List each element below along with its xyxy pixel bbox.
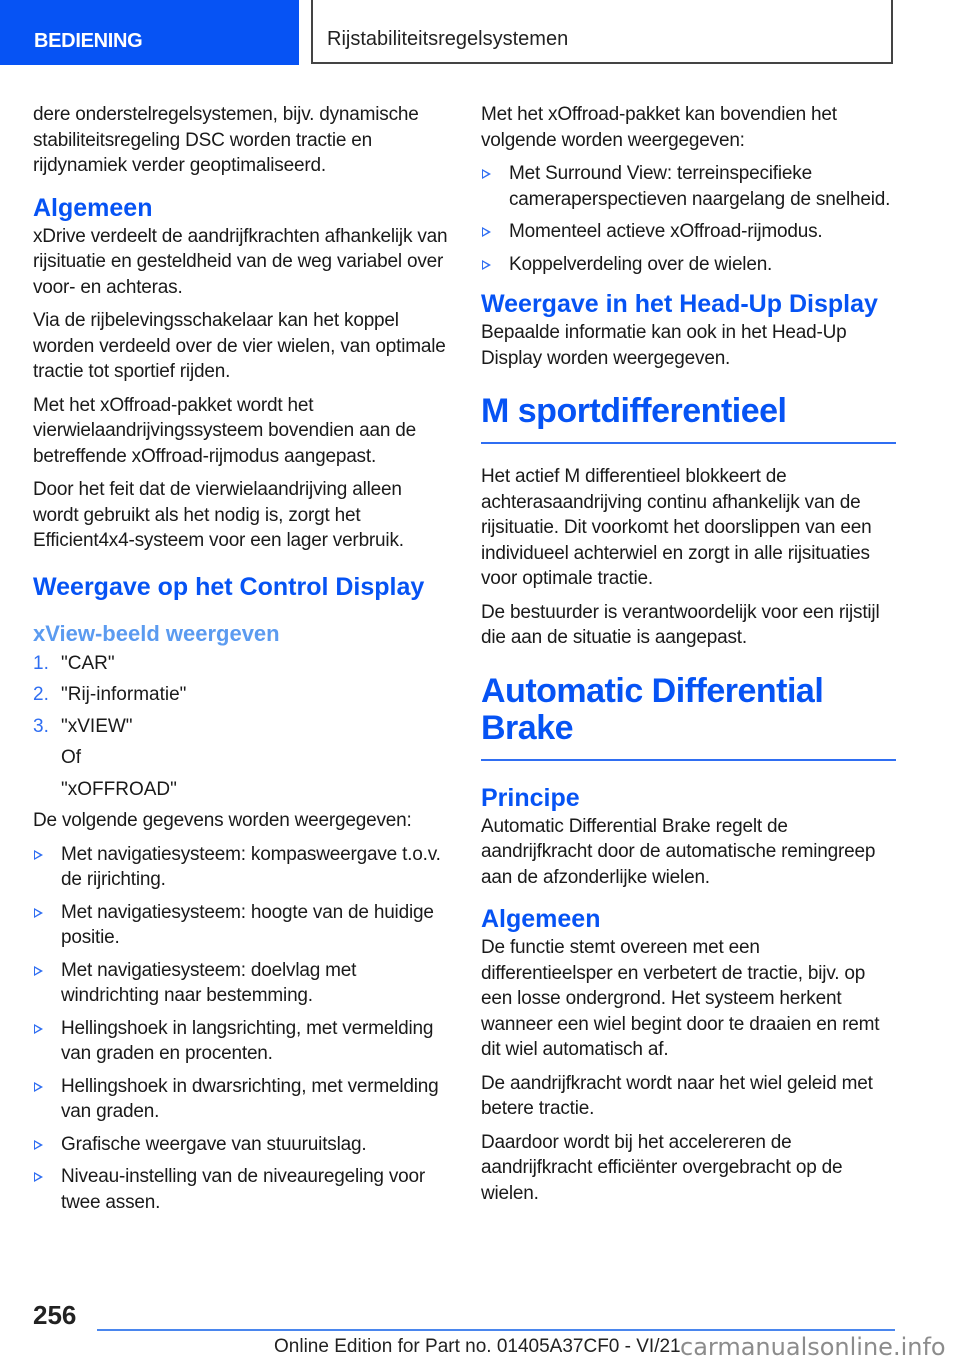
triangle-bullet-icon xyxy=(34,966,43,976)
left-column xyxy=(33,102,448,1222)
algemeen-heading-right: Algemeen xyxy=(481,905,601,933)
list-item: Hellingshoek in dwarsrichting, met vermelding van graden. xyxy=(33,1074,448,1125)
paragraph: De bestuurder is verantwoordelijk voor een rijstijl die aan de situatie is aangepast. xyxy=(481,601,880,648)
step-or: Of xyxy=(61,747,82,768)
triangle-bullet-icon xyxy=(34,1082,43,1092)
steps-list xyxy=(33,651,448,740)
step-number: 3. xyxy=(33,715,49,737)
footer-divider xyxy=(97,1329,895,1331)
step-alt: "xOFFROAD" xyxy=(61,778,177,800)
paragraph: Automatic Differential Brake regelt de aandrijfkracht door de automatische remingreep aan de afzonderlijke wielen. xyxy=(481,815,876,888)
page-number: 256 xyxy=(33,1300,77,1330)
step-number: 2. xyxy=(33,684,49,705)
step-item xyxy=(33,714,448,740)
shown-list xyxy=(33,842,448,1216)
xview-heading: xView-beeld weergeven xyxy=(33,620,280,646)
hud-paragraph: Bepaalde informatie kan ook in het Head-Up Display worden weergegeven. xyxy=(481,322,847,369)
principe-heading: Principe xyxy=(481,783,580,812)
hud-heading: Weergave in het Head-Up Display xyxy=(481,290,878,318)
xoffroad-list xyxy=(481,161,896,277)
paragraph: Met het xOffroad-pakket wordt het vierwielaandrijvingssysteem bovendien aan de betreffende xOffroad-rijmodus aangepast. xyxy=(33,394,417,467)
step-item xyxy=(33,682,448,708)
paragraph: De aandrijfkracht wordt naar het wiel geleid met betere tractie. xyxy=(481,1072,873,1119)
chapter-title: Rijstabiliteitsregelsystemen xyxy=(327,28,569,50)
paragraph: Door het feit dat de vierwielaandrijving alleen wordt gebruikt als het nodig is, zorgt het Efficient4x4-systeem voor een lager verbruik. xyxy=(33,479,404,551)
list-item: Koppelverdeling over de wielen. xyxy=(481,252,896,278)
step-text: "Rij-informatie" xyxy=(61,684,187,705)
triangle-bullet-icon xyxy=(34,1172,43,1182)
step-text: "CAR" xyxy=(61,652,115,674)
step-number: 1. xyxy=(33,652,49,674)
triangle-bullet-icon xyxy=(482,169,491,179)
section-tab xyxy=(0,0,299,65)
shown-intro: De volgende gegevens worden weergegeven: xyxy=(33,810,412,831)
msport-heading: M sportdifferentieel xyxy=(481,393,896,444)
triangle-bullet-icon xyxy=(34,1140,43,1150)
list-item: Grafische weergave van stuuruitslag. xyxy=(33,1132,448,1158)
section-title: BEDIENING xyxy=(34,30,143,52)
edition-text: Online Edition for Part no. 01405A37CF0 - VI/21 xyxy=(274,1336,681,1357)
paragraph: De functie stemt overeen met een differentieelsper en verbetert de tractie, bijv. op een losse ondergrond. Het systeem herkent wanneer een wiel begint door te draaien en remt dit wiel automatisch af. xyxy=(481,937,880,1060)
triangle-bullet-icon xyxy=(34,1024,43,1034)
triangle-bullet-icon xyxy=(34,908,43,918)
right-column xyxy=(481,102,896,1214)
list-item: Met Surround View: terreinspecifieke cameraperspectieven naargelang de snelheid. xyxy=(481,161,896,212)
list-item: Niveau-instelling van de niveauregeling voor twee assen. xyxy=(33,1164,448,1215)
paragraph: Via de rijbelevingsschakelaar kan het koppel worden verdeeld over de vier wielen, van optimale tractie tot sportief rijden. xyxy=(33,310,446,382)
algemeen-heading: Algemeen xyxy=(33,193,153,222)
paragraph: xDrive verdeelt de aandrijfkrachten afhankelijk van rijsituatie en gesteldheid van de weg variabel over voor- en achteras. xyxy=(33,225,448,298)
adb-heading: Automatic Differential Brake xyxy=(481,673,896,761)
step-item xyxy=(33,651,448,677)
step-text: "xVIEW" xyxy=(61,715,133,737)
control-display-heading: Weergave op het Control Display xyxy=(33,572,425,601)
paragraph: Het actief M differentieel blokkeert de achterasaandrijving continu afhankelijk van de rijsituatie. Dit voorkomt het doorslippen van een individueel achterwiel en zorgt in alle rijsituaties voor optimale tractie. xyxy=(481,466,872,589)
chapter-tab xyxy=(311,0,893,64)
triangle-bullet-icon xyxy=(482,260,491,270)
paragraph: Daardoor wordt bij het accelereren de aandrijfkracht efficiënter overgebracht op de wielen. xyxy=(481,1131,843,1204)
list-item: Met navigatiesysteem: hoogte van de huidige positie. xyxy=(33,900,448,951)
list-item: Momenteel actieve xOffroad-rijmodus. xyxy=(481,219,896,245)
xoffroad-intro: Met het xOffroad-pakket kan bovendien het volgende worden weergegeven: xyxy=(481,104,837,151)
list-item: Met navigatiesysteem: kompasweergave t.o.v. de rijrichting. xyxy=(33,842,448,893)
intro-paragraph: dere onderstelregelsystemen, bijv. dynamische stabiliteitsregeling DSC worden tractie en rijdynamiek verder geoptimaliseerd. xyxy=(33,104,419,176)
list-item: Hellingshoek in langsrichting, met vermelding van graden en procenten. xyxy=(33,1016,448,1067)
triangle-bullet-icon xyxy=(34,850,43,860)
triangle-bullet-icon xyxy=(482,227,491,237)
watermark: carmanualsonline.info xyxy=(680,1333,946,1361)
list-item: Met navigatiesysteem: doelvlag met windrichting naar bestemming. xyxy=(33,958,448,1009)
